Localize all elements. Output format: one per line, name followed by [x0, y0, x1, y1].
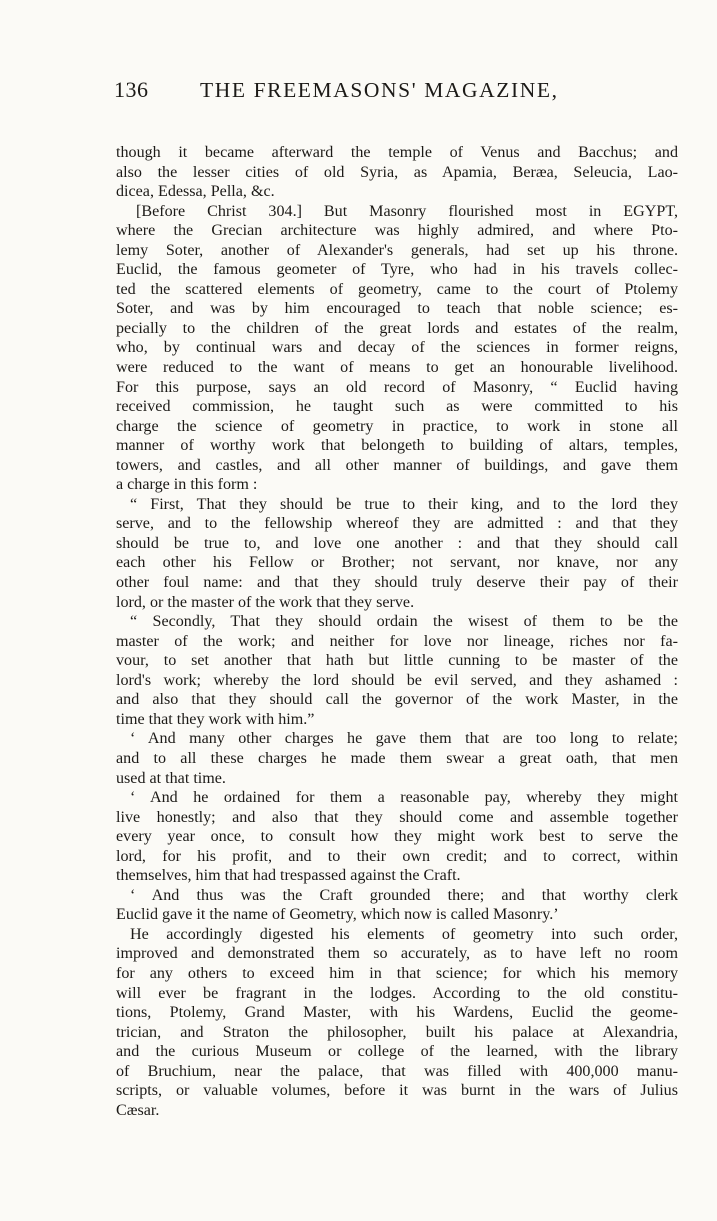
text-line: a charge in this form : — [116, 476, 258, 494]
text-line: were reduced to the want of means to get an honourable livelihood. — [116, 359, 678, 377]
running-title: THE FREEMASONS' MAGAZINE, — [200, 78, 559, 102]
body-text — [116, 143, 678, 1120]
text-line: dicea, Edessa, Pella, &c. — [116, 183, 275, 201]
text-line: serve, and to the fellowship whereof they are admitted : and that they — [116, 515, 678, 533]
text-line: [Before Christ 304.] But Masonry flourished most in EGYPT, — [136, 202, 678, 220]
text-line: For this purpose, says an old record of Masonry, “ Euclid having — [116, 378, 678, 396]
text-line: and to all these charges he made them swear a great oath, that men — [116, 749, 678, 767]
text-line: He accordingly digested his elements of geometry into such order, — [130, 925, 678, 943]
text-line: “ Secondly, That they should ordain the wisest of them to be the — [130, 613, 678, 631]
text-line: lemy Soter, another of Alexander's generals, had set up his throne. — [116, 241, 678, 259]
text-line: manner of worthy work that belongeth to building of altars, temples, — [116, 437, 678, 455]
text-line: of Bruchium, near the palace, that was filled with 400,000 manu- — [116, 1062, 678, 1080]
text-line: every year once, to consult how they might work best to serve the — [116, 828, 678, 846]
text-line: master of the work; and neither for love nor lineage, riches nor fa- — [116, 632, 678, 650]
text-line: who, by continual wars and decay of the sciences in former reigns, — [116, 339, 678, 357]
text-line: and also that they should call the governor of the work Master, in the — [116, 691, 678, 709]
text-line: each other his Fellow or Brother; not servant, nor knave, nor any — [116, 554, 678, 572]
text-line: towers, and castles, and all other manner of buildings, and gave them — [116, 456, 678, 474]
text-line: ‘ And he ordained for them a reasonable pay, whereby they might — [130, 789, 678, 807]
text-line: Euclid gave it the name of Geometry, which now is called Masonry.’ — [116, 906, 559, 924]
text-line: lord, for his profit, and to their own credit; and to correct, within — [116, 847, 678, 865]
text-line: received commission, he taught such as were committed to his — [116, 398, 678, 416]
text-line: Soter, and was by him encouraged to teach that noble science; es- — [116, 300, 678, 318]
text-line: lord's work; whereby the lord should be evil served, and they ashamed : — [116, 671, 678, 689]
text-line: tions, Ptolemy, Grand Master, with his Wardens, Euclid the geome- — [116, 1004, 678, 1022]
text-line: trician, and Straton the philosopher, built his palace at Alexandria, — [116, 1023, 678, 1041]
text-line: where the Grecian architecture was highly admired, and where Pto- — [116, 222, 678, 240]
text-line: ted the scattered elements of geometry, came to the court of Ptolemy — [116, 280, 678, 298]
text-line: vour, to set another that hath but little cunning to be master of the — [116, 652, 678, 670]
page-number: 136 — [114, 77, 149, 102]
text-line: scripts, or valuable volumes, before it was burnt in the wars of Julius — [116, 1082, 678, 1100]
text-line: will ever be fragrant in the lodges. According to the old constitu- — [116, 984, 678, 1002]
text-line: time that they work with him.” — [116, 710, 315, 728]
text-line: pecially to the children of the great lords and estates of the realm, — [116, 319, 678, 337]
text-line: used at that time. — [116, 769, 226, 787]
text-line: and the curious Museum or college of the learned, with the library — [116, 1043, 678, 1061]
text-line: Euclid, the famous geometer of Tyre, who had in his travels collec- — [116, 261, 678, 279]
text-line: “ First, That they should be true to their king, and to the lord they — [130, 495, 678, 513]
text-line: charge the science of geometry in practice, to work in stone all — [116, 417, 678, 435]
text-line: improved and demonstrated them so accurately, as to have left no room — [116, 945, 678, 963]
text-line: ‘ And thus was the Craft grounded there; and that worthy clerk — [130, 886, 678, 904]
page-header — [114, 77, 674, 107]
text-line: lord, or the master of the work that they serve. — [116, 593, 415, 611]
text-line: also the lesser cities of old Syria, as Apamia, Beræa, Seleucia, Lao- — [116, 163, 678, 181]
text-line: themselves, him that had trespassed against the Craft. — [116, 867, 461, 885]
text-line: ‘ And many other charges he gave them that are too long to relate; — [130, 730, 678, 748]
text-line: live honestly; and also that they should come and assemble together — [116, 808, 678, 826]
text-line: other foul name: and that they should truly deserve their pay of their — [116, 574, 678, 592]
text-line: though it became afterward the temple of Venus and Bacchus; and — [116, 144, 678, 161]
text-line: for any others to exceed him in that science; for which his memory — [116, 964, 678, 982]
text-line: should be true to, and love one another : and that they should call — [116, 534, 678, 552]
text-line: Cæsar. — [116, 1101, 160, 1119]
